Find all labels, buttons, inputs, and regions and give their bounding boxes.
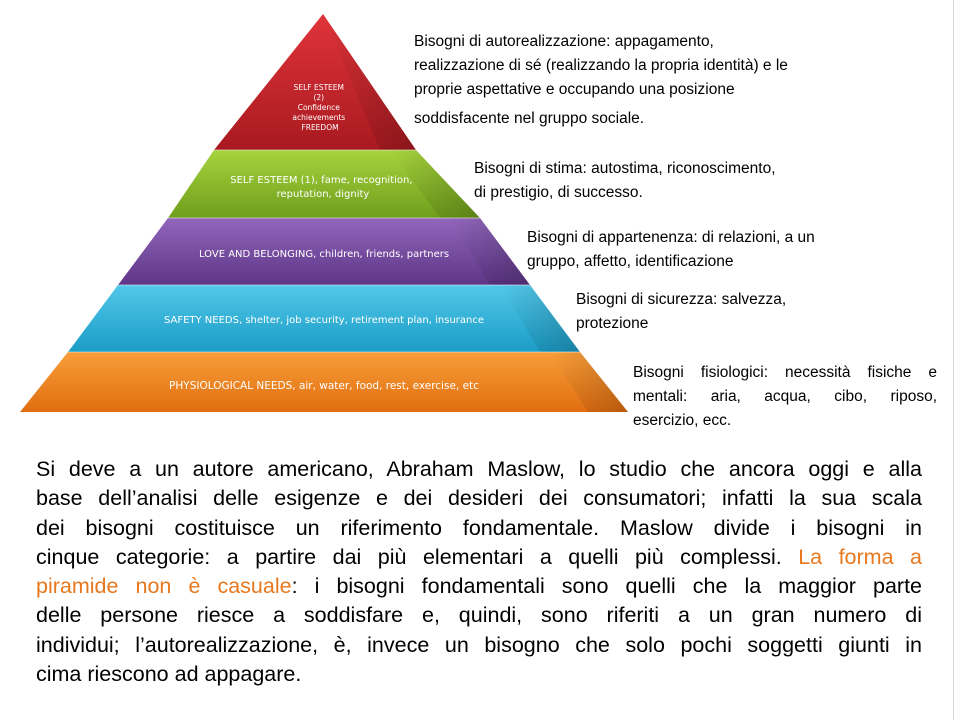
note-line: Bisogni di sicurezza: salvezza,: [576, 291, 787, 308]
level-label-line: FREEDOM: [301, 123, 339, 132]
note-line: di prestigio, di successo.: [474, 184, 643, 201]
note-line: proprie aspettative e occupando una posizione: [414, 81, 735, 98]
pyramid-level-self-actualization: [214, 14, 416, 150]
note-line: mentali: aria, acqua, cibo, riposo,: [633, 388, 937, 405]
note-line: gruppo, affetto, identificazione: [527, 253, 734, 270]
note-line: soddisfacente nel gruppo sociale.: [414, 110, 645, 127]
pyramid-level-belonging: [118, 218, 530, 285]
note-line: protezione: [576, 315, 649, 332]
level-label-line: LOVE AND BELONGING, children, friends, partners: [198, 249, 450, 260]
paragraph-line: Si deve a un autore americano, Abraham Maslow, lo studio che ancora oggi e alla: [36, 457, 922, 481]
note-line: Bisogni di appartenenza: di relazioni, a un: [527, 229, 815, 246]
note-belonging: [527, 226, 927, 274]
paragraph-line: dei bisogni costituisce un riferimento fondamentale. Maslow divide i bisogni in: [36, 515, 922, 540]
note-line: Bisogni di stima: autostima, riconoscimento,: [474, 160, 776, 177]
note-esteem: [474, 157, 874, 205]
body-paragraph: [36, 455, 922, 689]
svg-text:LOVE AND BELONGING, children,: [199, 249, 449, 260]
note-self-actualization: [414, 30, 874, 131]
paragraph-line: cima riescono ad appagare.: [36, 662, 302, 687]
note-line: realizzazione di sé (realizzando la propria identità) e le: [414, 57, 788, 74]
note-line: Bisogni fisiologici: necessità fisiche e: [633, 364, 937, 381]
level-label-line: SAFETY NEEDS, shelter, job security, retirement plan, insurance: [163, 315, 485, 326]
level-label-line: PHYSIOLOGICAL NEEDS, air, water, food, rest, exercise, etc: [169, 380, 479, 392]
note-line: esercizio, ecc.: [633, 412, 732, 429]
note-line: Bisogni di autorealizzazione: appagamento,: [414, 33, 714, 50]
level-label-line: SELF ESTEEM (1), fame, recognition,: [230, 175, 413, 186]
level-label-line: SELF ESTEEM: [293, 83, 345, 92]
svg-text:PHYSIOLOGICAL NEEDS, air, wate: [169, 380, 479, 392]
level-label-line: reputation, dignity: [276, 189, 370, 200]
paragraph-text: : i bisogni fondamentali sono quelli che la maggior parte: [291, 574, 923, 599]
paragraph-text: cinque categorie: a partire dai più elementari a quelli più complessi.: [36, 544, 799, 569]
level-label-line: Confidence: [297, 103, 340, 112]
svg-text:SAFETY NEEDS, shelter, job sec: [164, 315, 484, 326]
note-physiological: [633, 361, 937, 433]
pyramid-level-physiological: [20, 352, 628, 412]
level-label-line: achievements: [292, 113, 346, 122]
paragraph-line: individui; l’autorealizzazione, è, invece un bisogno che solo pochi soggetti giunti in: [36, 632, 922, 657]
level-label-line: (2): [313, 93, 325, 102]
paragraph-line: base dell’analisi delle esigenze e dei desideri dei consumatori; infatti la sua scala: [36, 486, 922, 511]
pyramid-level-esteem: [168, 150, 480, 218]
highlighted-phrase: piramide non è casuale: [36, 574, 292, 599]
note-safety: [576, 288, 936, 336]
pyramid-level-safety: [68, 285, 580, 352]
paragraph-line: [36, 572, 922, 601]
paragraph-line: [36, 543, 922, 572]
paragraph-line: delle persone riesce a soddisfare e, quindi, sono riferiti a un gran numero di: [36, 603, 922, 628]
highlighted-phrase: La forma a: [798, 544, 922, 569]
